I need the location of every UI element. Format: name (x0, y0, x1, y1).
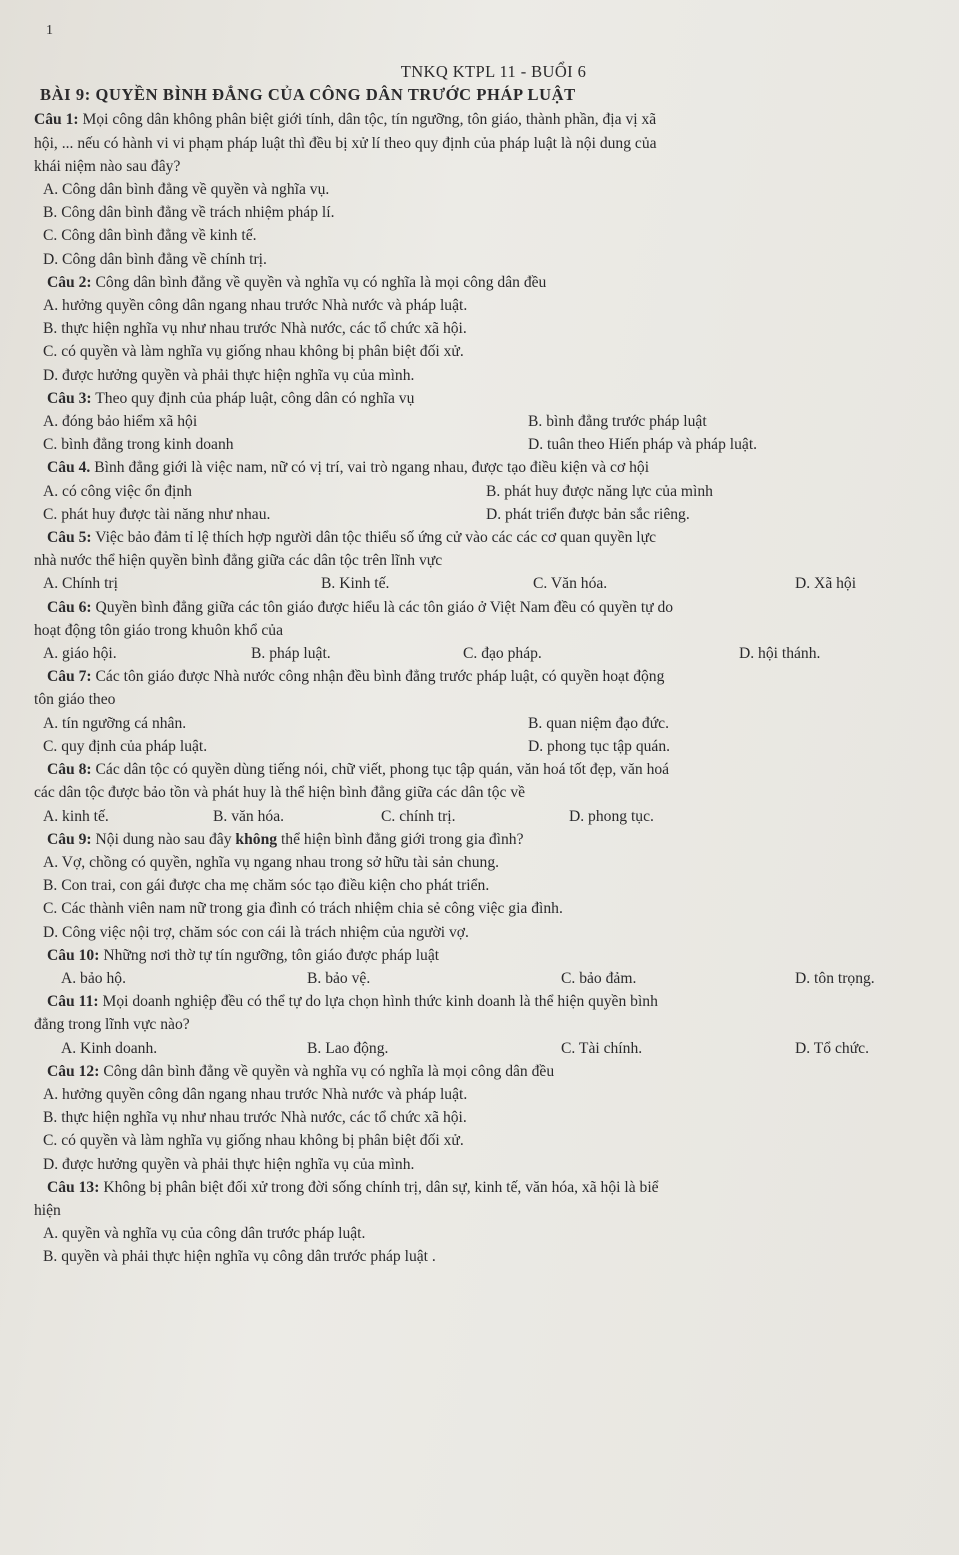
option-a: A. đóng bảo hiểm xã hội (43, 413, 198, 431)
option-b: B. Con trai, con gái được cha mẹ chăm sóc tạo điều kiện cho phát triển. (43, 877, 490, 895)
option-c: C. Các thành viên nam nữ trong gia đình có trách nhiệm chia sẻ công việc gia đình. (43, 900, 563, 918)
question-text: Theo quy định của pháp luật, công dân có nghĩa vụ (91, 389, 415, 407)
question-label: Câu 12: (47, 1062, 100, 1080)
option-d: D. phong tục tập quán. (528, 737, 671, 755)
question-text: tôn giáo theo (34, 691, 116, 709)
question-text: Những nơi thờ tự tín ngưỡng, tôn giáo được pháp luật (99, 946, 440, 964)
option-b: B. Kinh tế. (321, 575, 390, 593)
question-9 (34, 828, 953, 944)
question-text: hội, ... nếu có hành vi vi phạm pháp luật thì đều bị xử lí theo quy định của pháp luật là nội dung của (34, 134, 657, 152)
question-text: Không bị phân biệt đối xử trong đời sống chính trị, dân sự, kinh tế, văn hóa, xã hội là biể (99, 1178, 659, 1196)
question-text: Nội dung nào sau đây (91, 830, 236, 848)
option-c: C. đạo pháp. (463, 645, 542, 663)
question-4 (34, 456, 953, 526)
question-label: Câu 11: (47, 993, 99, 1011)
question-12 (34, 1060, 953, 1176)
option-b: B. bình đẳng trước pháp luật (528, 413, 707, 431)
question-text: Mọi doanh nghiệp đều có thể tự do lựa chọn hình thức kinh doanh là thể hiện quyền bình (98, 993, 658, 1011)
option-b: B. thực hiện nghĩa vụ như nhau trước Nhà nước, các tổ chức xã hội. (43, 1109, 467, 1127)
question-label: Câu 5: (47, 529, 92, 547)
option-d: D. được hưởng quyền và phải thực hiện nghĩa vụ của mình. (43, 366, 415, 384)
lesson-heading: BÀI 9: QUYỀN BÌNH ĐẲNG CỦA CÔNG DÂN TRƯỚC PHÁP LUẬT (40, 85, 576, 105)
option-b: B. quyền và phải thực hiện nghĩa vụ công dân trước pháp luật . (43, 1248, 436, 1266)
question-label: Câu 4. (47, 459, 91, 477)
question-text: hiện (34, 1201, 61, 1219)
option-b: B. Công dân bình đẳng về trách nhiệm pháp lí. (43, 204, 335, 222)
question-label: Câu 13: (47, 1178, 100, 1196)
option-c: C. Văn hóa. (533, 575, 608, 593)
question-text: hoạt động tôn giáo trong khuôn khổ của (34, 621, 284, 639)
question-label: Câu 6: (47, 598, 92, 616)
option-a: A. có công việc ổn định (43, 482, 192, 500)
option-a: A. kinh tế. (43, 807, 109, 825)
option-a: A. tín ngưỡng cá nhân. (43, 714, 187, 732)
option-c: C. bình đẳng trong kinh doanh (43, 436, 234, 454)
option-c: C. có quyền và làm nghĩa vụ giống nhau không bị phân biệt đối xử. (43, 1132, 464, 1150)
question-text: đẳng trong lĩnh vực nào? (34, 1016, 190, 1034)
question-text: Mọi công dân không phân biệt giới tính, dân tộc, tín ngưỡng, tôn giáo, thành phần, địa vị xã (78, 111, 657, 129)
question-1 (34, 108, 953, 270)
option-c: C. Tài chính. (561, 1039, 643, 1057)
question-8 (34, 758, 953, 828)
option-d: D. hội thánh. (739, 645, 821, 663)
question-text: Công dân bình đẳng về quyền và nghĩa vụ có nghĩa là mọi công dân đều (91, 273, 547, 291)
question-5 (34, 526, 953, 596)
option-c: C. chính trị. (381, 807, 456, 825)
question-text: khái niệm nào sau đây? (34, 157, 181, 175)
option-a: A. giáo hội. (43, 645, 117, 663)
option-c: C. phát huy được tài năng như nhau. (43, 505, 271, 523)
question-text: các dân tộc được bảo tồn và phát huy là thể hiện bình đẳng giữa các dân tộc về (34, 784, 526, 802)
option-d: D. Xã hội (795, 575, 857, 593)
option-a: A. Công dân bình đẳng về quyền và nghĩa vụ. (43, 181, 330, 199)
option-b: B. quan niệm đạo đức. (528, 714, 669, 732)
question-emphasis: không (235, 830, 278, 848)
question-11 (34, 990, 953, 1060)
option-a: A. Vợ, chồng có quyền, nghĩa vụ ngang nhau trong sở hữu tài sản chung. (43, 853, 500, 871)
option-a: A. hưởng quyền công dân ngang nhau trước Nhà nước và pháp luật. (43, 297, 468, 315)
question-label: Câu 3: (47, 389, 92, 407)
question-label: Câu 10: (47, 946, 100, 964)
option-b: B. thực hiện nghĩa vụ như nhau trước Nhà nước, các tổ chức xã hội. (43, 320, 467, 338)
option-b: B. bảo vệ. (307, 969, 371, 987)
question-label: Câu 8: (47, 761, 92, 779)
option-d: D. được hưởng quyền và phải thực hiện nghĩa vụ của mình. (43, 1155, 415, 1173)
question-7 (34, 665, 953, 758)
option-d: D. tôn trọng. (795, 969, 875, 987)
question-text: Quyền bình đẳng giữa các tôn giáo được hiểu là các tôn giáo ở Việt Nam đều có quyền tự do (91, 598, 674, 616)
question-text: Bình đẳng giới là việc nam, nữ có vị trí, vai trò ngang nhau, được tạo điều kiện và cơ hội (90, 459, 650, 477)
question-13 (34, 1176, 953, 1269)
option-d: D. tuân theo Hiến pháp và pháp luật. (528, 436, 758, 454)
option-c: C. Công dân bình đẳng về kinh tế. (43, 227, 257, 245)
option-b: B. phát huy được năng lực của mình (486, 482, 713, 500)
question-text: Các tôn giáo được Nhà nước công nhận đều bình đẳng trước pháp luật, có quyền hoạt động (91, 668, 665, 686)
question-2 (34, 271, 953, 387)
question-text: Các dân tộc có quyền dùng tiếng nói, chữ viết, phong tục tập quán, văn hoá tốt đẹp, văn hoá (91, 761, 670, 779)
question-text: nhà nước thể hiện quyền bình đẳng giữa các dân tộc trên lĩnh vực (34, 552, 443, 570)
option-d: D. Công việc nội trợ, chăm sóc con cái là trách nhiệm của người vợ. (43, 923, 469, 941)
option-b: B. văn hóa. (213, 807, 285, 825)
option-c: C. có quyền và làm nghĩa vụ giống nhau không bị phân biệt đối xử. (43, 343, 464, 361)
option-d: D. Tổ chức. (795, 1039, 869, 1057)
option-a: A. Kinh doanh. (61, 1039, 158, 1057)
question-label: Câu 9: (47, 830, 92, 848)
option-b: B. pháp luật. (251, 645, 331, 663)
page-title: TNKQ KTPL 11 - BUỔI 6 (400, 62, 587, 81)
option-b: B. Lao động. (307, 1039, 389, 1057)
option-a: A. quyền và nghĩa vụ của công dân trước pháp luật. (43, 1225, 366, 1243)
question-text: thể hiện bình đẳng giới trong gia đình? (277, 830, 524, 848)
question-text: Việc bảo đảm tỉ lệ thích hợp người dân tộc thiểu số ứng cử vào các các cơ quan quyền lực (91, 529, 656, 547)
option-d: D. Công dân bình đẳng về chính trị. (43, 250, 267, 268)
option-c: C. bảo đảm. (561, 969, 637, 987)
page-number: 1 (46, 23, 53, 38)
question-text: Công dân bình đẳng về quyền và nghĩa vụ có nghĩa là mọi công dân đều (99, 1062, 555, 1080)
question-label: Câu 1: (34, 111, 79, 129)
question-10 (34, 944, 953, 990)
option-d: D. phong tục. (569, 807, 654, 825)
option-d: D. phát triển được bản sắc riêng. (486, 505, 690, 523)
question-3 (34, 387, 953, 457)
option-c: C. quy định của pháp luật. (43, 737, 208, 755)
question-6 (34, 596, 953, 666)
option-a: A. Chính trị (43, 575, 118, 593)
option-a: A. bảo hộ. (61, 969, 126, 987)
option-a: A. hưởng quyền công dân ngang nhau trước Nhà nước và pháp luật. (43, 1085, 468, 1103)
question-label: Câu 7: (47, 668, 92, 686)
question-label: Câu 2: (47, 273, 92, 291)
